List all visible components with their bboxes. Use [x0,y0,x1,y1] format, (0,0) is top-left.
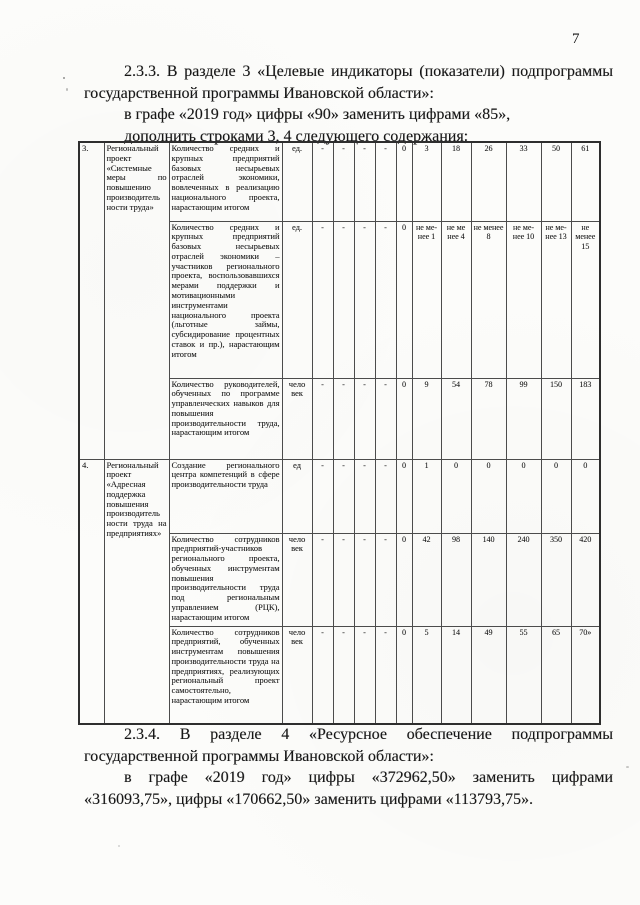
indicator-text-cell: Создание регионального центра компетенций в сфере производительности труда [169,459,282,533]
value-cell: 99 [506,378,541,459]
value-cell: 140 [471,533,506,626]
value-cell: - [312,378,333,459]
paragraph-2-3-3-append: дополнить строками 3, 4 следующего содержания: [124,127,469,145]
unit-cell: ед [282,459,312,533]
row-number-cell: 4. [79,459,104,724]
value-cell: - [375,626,396,724]
value-cell: 18 [441,142,471,221]
section-2-3-3 [84,61,613,147]
unit-cell: чело век [282,533,312,626]
paragraph-2-3-4-replace: в графе «2019 год» цифры «372962,50» заменить цифрами «316093,75», цифры «170662,50» заменить цифрами «113793,75». [84,769,613,808]
value-cell: 14 [441,626,471,724]
value-cell: - [312,221,333,378]
indicators-table [78,141,601,725]
value-cell: 0 [541,459,571,533]
page-number: 7 [572,31,580,47]
value-cell: 50 [541,142,571,221]
indicator-text-cell: Количество сотрудников предприятий, обученных инструментам повышения производительности труда на предприятиях, реализующих региональный проект самостоятельно, нарастающим итогом [169,626,282,724]
value-cell: 70» [571,626,600,724]
value-cell: 1 [412,459,441,533]
value-cell: не ме-нее 10 [506,221,541,378]
value-cell: 55 [506,626,541,724]
value-cell: 3 [412,142,441,221]
indicator-text-cell: Количество средних и крупных предприятий базовых несырьевых отраслей экономики, вовлеченных в реализацию национального проекта, нарастающим итогом [169,142,282,221]
value-cell: - [312,459,333,533]
value-cell: 0 [396,626,412,724]
value-cell: не ме-нее 13 [541,221,571,378]
value-cell: 0 [396,142,412,221]
unit-cell: чело век [282,626,312,724]
indicator-text-cell: Количество средних и крупных предприятий базовых несырьевых отраслей экономики – участников регионального проекта, воспользовавшихся мерами поддержки и мотивационными инструментами национального проекта (льготные займы, субсидирование процентных ставок и пр.), нарастающим итогом [169,221,282,378]
value-cell: не менее 8 [471,221,506,378]
value-cell: - [312,142,333,221]
value-cell: 54 [441,378,471,459]
value-cell: - [333,459,354,533]
value-cell: 98 [441,533,471,626]
project-name-cell: Региональный проект «Адресная поддержка повышения производитель ности труда на предприятиях» [104,459,169,724]
table-row [79,459,600,533]
value-cell: 65 [541,626,571,724]
indicators-table-body [79,142,600,724]
value-cell: 42 [412,533,441,626]
row-number-cell: 3. [79,142,104,459]
value-cell: 0 [471,459,506,533]
value-cell: 183 [571,378,600,459]
value-cell: - [375,533,396,626]
paragraph-2-3-4-intro: 2.3.4. В разделе 4 «Ресурсное обеспечение подпрограммы государственной программы Ивановской области»: [84,726,613,765]
value-cell: 0 [396,459,412,533]
unit-cell: чело век [282,378,312,459]
value-cell: 420 [571,533,600,626]
unit-cell: ед. [282,142,312,221]
value-cell: - [333,533,354,626]
scan-artifact [626,766,629,768]
value-cell: не менее 15 [571,221,600,378]
indicator-text-cell: Количество сотрудников предприятий-участников регионального проекта, обученных инструментам повышения производительности труда под региональным управлением (РЦК), нарастающим итогом [169,533,282,626]
value-cell: 240 [506,533,541,626]
scan-artifact [63,77,65,79]
value-cell: - [312,626,333,724]
value-cell: - [354,626,375,724]
value-cell: - [333,378,354,459]
value-cell: - [354,221,375,378]
value-cell: - [375,378,396,459]
value-cell: - [375,221,396,378]
project-name-cell: Региональный проект «Системные меры по повышению производитель ности труда» [104,142,169,459]
value-cell: 26 [471,142,506,221]
value-cell: 5 [412,626,441,724]
section-2-3-4 [84,724,613,810]
value-cell: - [333,142,354,221]
value-cell: - [312,533,333,626]
value-cell: 0 [441,459,471,533]
value-cell: 350 [541,533,571,626]
value-cell: 0 [396,221,412,378]
value-cell: 0 [571,459,600,533]
paragraph-2-3-3-intro: 2.3.3. В разделе 3 «Целевые индикаторы (показатели) подпрограммы государственной программы Ивановской области»: [84,63,613,102]
value-cell: - [333,221,354,378]
value-cell: 150 [541,378,571,459]
indicator-text-cell: Количество руководителей, обученных по программе управленческих навыков для повышения производительности труда, нарастающим итогом [169,378,282,459]
value-cell: 0 [396,533,412,626]
value-cell: - [375,459,396,533]
value-cell: - [354,533,375,626]
unit-cell: ед. [282,221,312,378]
scan-artifact [66,88,68,91]
value-cell: 9 [412,378,441,459]
value-cell: - [375,142,396,221]
value-cell: не ме-нее 1 [412,221,441,378]
value-cell: 0 [396,378,412,459]
value-cell: - [354,142,375,221]
value-cell: - [333,626,354,724]
value-cell: не ме нее 4 [441,221,471,378]
value-cell: 33 [506,142,541,221]
value-cell: 49 [471,626,506,724]
table-row [79,142,600,221]
paragraph-2-3-3-replace: в графе «2019 год» цифры «90» заменить цифрами «85», [124,106,511,123]
value-cell: - [354,459,375,533]
value-cell: 61 [571,142,600,221]
value-cell: 0 [506,459,541,533]
value-cell: 78 [471,378,506,459]
scan-artifact [118,845,120,847]
value-cell: - [354,378,375,459]
